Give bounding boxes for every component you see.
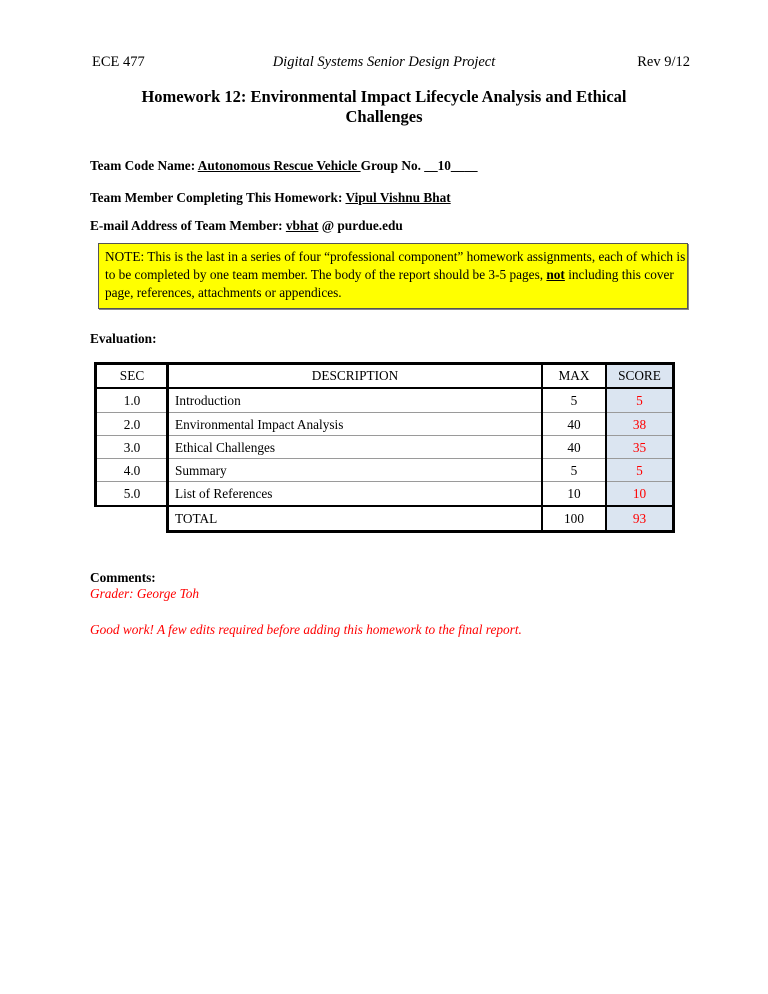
grader-comment: Good work! A few edits required before adding this homework to the final report. — [90, 622, 522, 637]
row-3-description: Ethical Challenges — [175, 439, 276, 455]
total-max: 100 — [564, 511, 584, 526]
header-max: MAX — [558, 368, 590, 383]
email-label: E-mail Address of Team Member: — [90, 218, 286, 233]
row-1-description: Introduction — [175, 392, 241, 408]
note-emphasis: not — [546, 267, 565, 282]
row-4-score: 5 — [636, 462, 643, 478]
column-divider-sec — [166, 362, 169, 533]
total-score: 93 — [632, 511, 647, 526]
note-text-before: NOTE: This is the last in a series of four “professional component” homework assignments, each of which is to be completed by one team member. The body of the report should be 3-5 pages, — [105, 249, 686, 282]
row-4-description: Summary — [175, 462, 227, 478]
row-3-max: 40 — [567, 439, 581, 455]
page-header-course: ECE 477 — [92, 54, 145, 70]
row-divider — [96, 435, 673, 436]
row-2-max: 40 — [567, 416, 581, 432]
page-header-subtitle: Digital Systems Senior Design Project — [272, 54, 496, 70]
group-value: __10____ — [424, 158, 478, 173]
note-box — [98, 243, 688, 309]
row-divider — [96, 412, 673, 413]
row-divider — [96, 481, 673, 482]
total-divider — [94, 505, 675, 507]
note-text-after: including this cover page, references, attachments or appendices. — [105, 267, 674, 300]
team-member-value: Vipul Vishnu Bhat — [345, 190, 451, 205]
row-2-sec: 2.0 — [123, 416, 141, 432]
row-divider — [96, 458, 673, 459]
comments-label: Comments: — [90, 570, 156, 585]
evaluation-label: Evaluation: — [90, 331, 157, 346]
table-border-left — [94, 362, 97, 507]
row-2-score: 38 — [632, 416, 647, 432]
row-3-sec: 3.0 — [123, 439, 141, 455]
row-4-max: 5 — [570, 462, 578, 478]
team-code-value: Autonomous Rescue Vehicle — [197, 158, 361, 173]
row-5-max: 10 — [567, 485, 581, 501]
row-5-sec: 5.0 — [123, 485, 141, 501]
team-member-line — [90, 190, 451, 206]
team-code-label: Team Code Name: — [90, 158, 198, 173]
header-description: DESCRIPTION — [311, 368, 399, 383]
team-member-label: Team Member Completing This Homework: — [90, 190, 346, 205]
row-1-sec: 1.0 — [123, 392, 141, 408]
header-sec: SEC — [119, 368, 145, 383]
row-5-score: 10 — [632, 485, 647, 501]
header-divider — [94, 387, 675, 389]
table-border-right — [672, 362, 675, 533]
group-label: Group No. — [360, 158, 425, 173]
column-divider-max — [605, 362, 607, 533]
row-4-sec: 4.0 — [123, 462, 141, 478]
email-domain: @ purdue.edu — [318, 218, 403, 233]
table-border-bottom — [166, 530, 675, 533]
email-line — [90, 218, 403, 234]
row-1-score: 5 — [636, 392, 643, 408]
document-title: Homework 12: Environmental Impact Lifecycle Analysis and Ethical Challenges — [141, 87, 627, 126]
header-score: SCORE — [618, 368, 661, 383]
team-code-line — [90, 158, 477, 174]
row-5-description: List of References — [175, 485, 273, 501]
row-1-max: 5 — [570, 392, 578, 408]
grader-name: Grader: George Toh — [90, 586, 200, 601]
table-border-top — [94, 362, 675, 365]
row-3-score: 35 — [632, 439, 647, 455]
row-2-description: Environmental Impact Analysis — [175, 416, 344, 432]
total-description: TOTAL — [175, 511, 218, 526]
column-divider-description — [541, 362, 543, 533]
email-user: vbhat — [285, 218, 319, 233]
page-header-revision: Rev 9/12 — [637, 54, 690, 70]
